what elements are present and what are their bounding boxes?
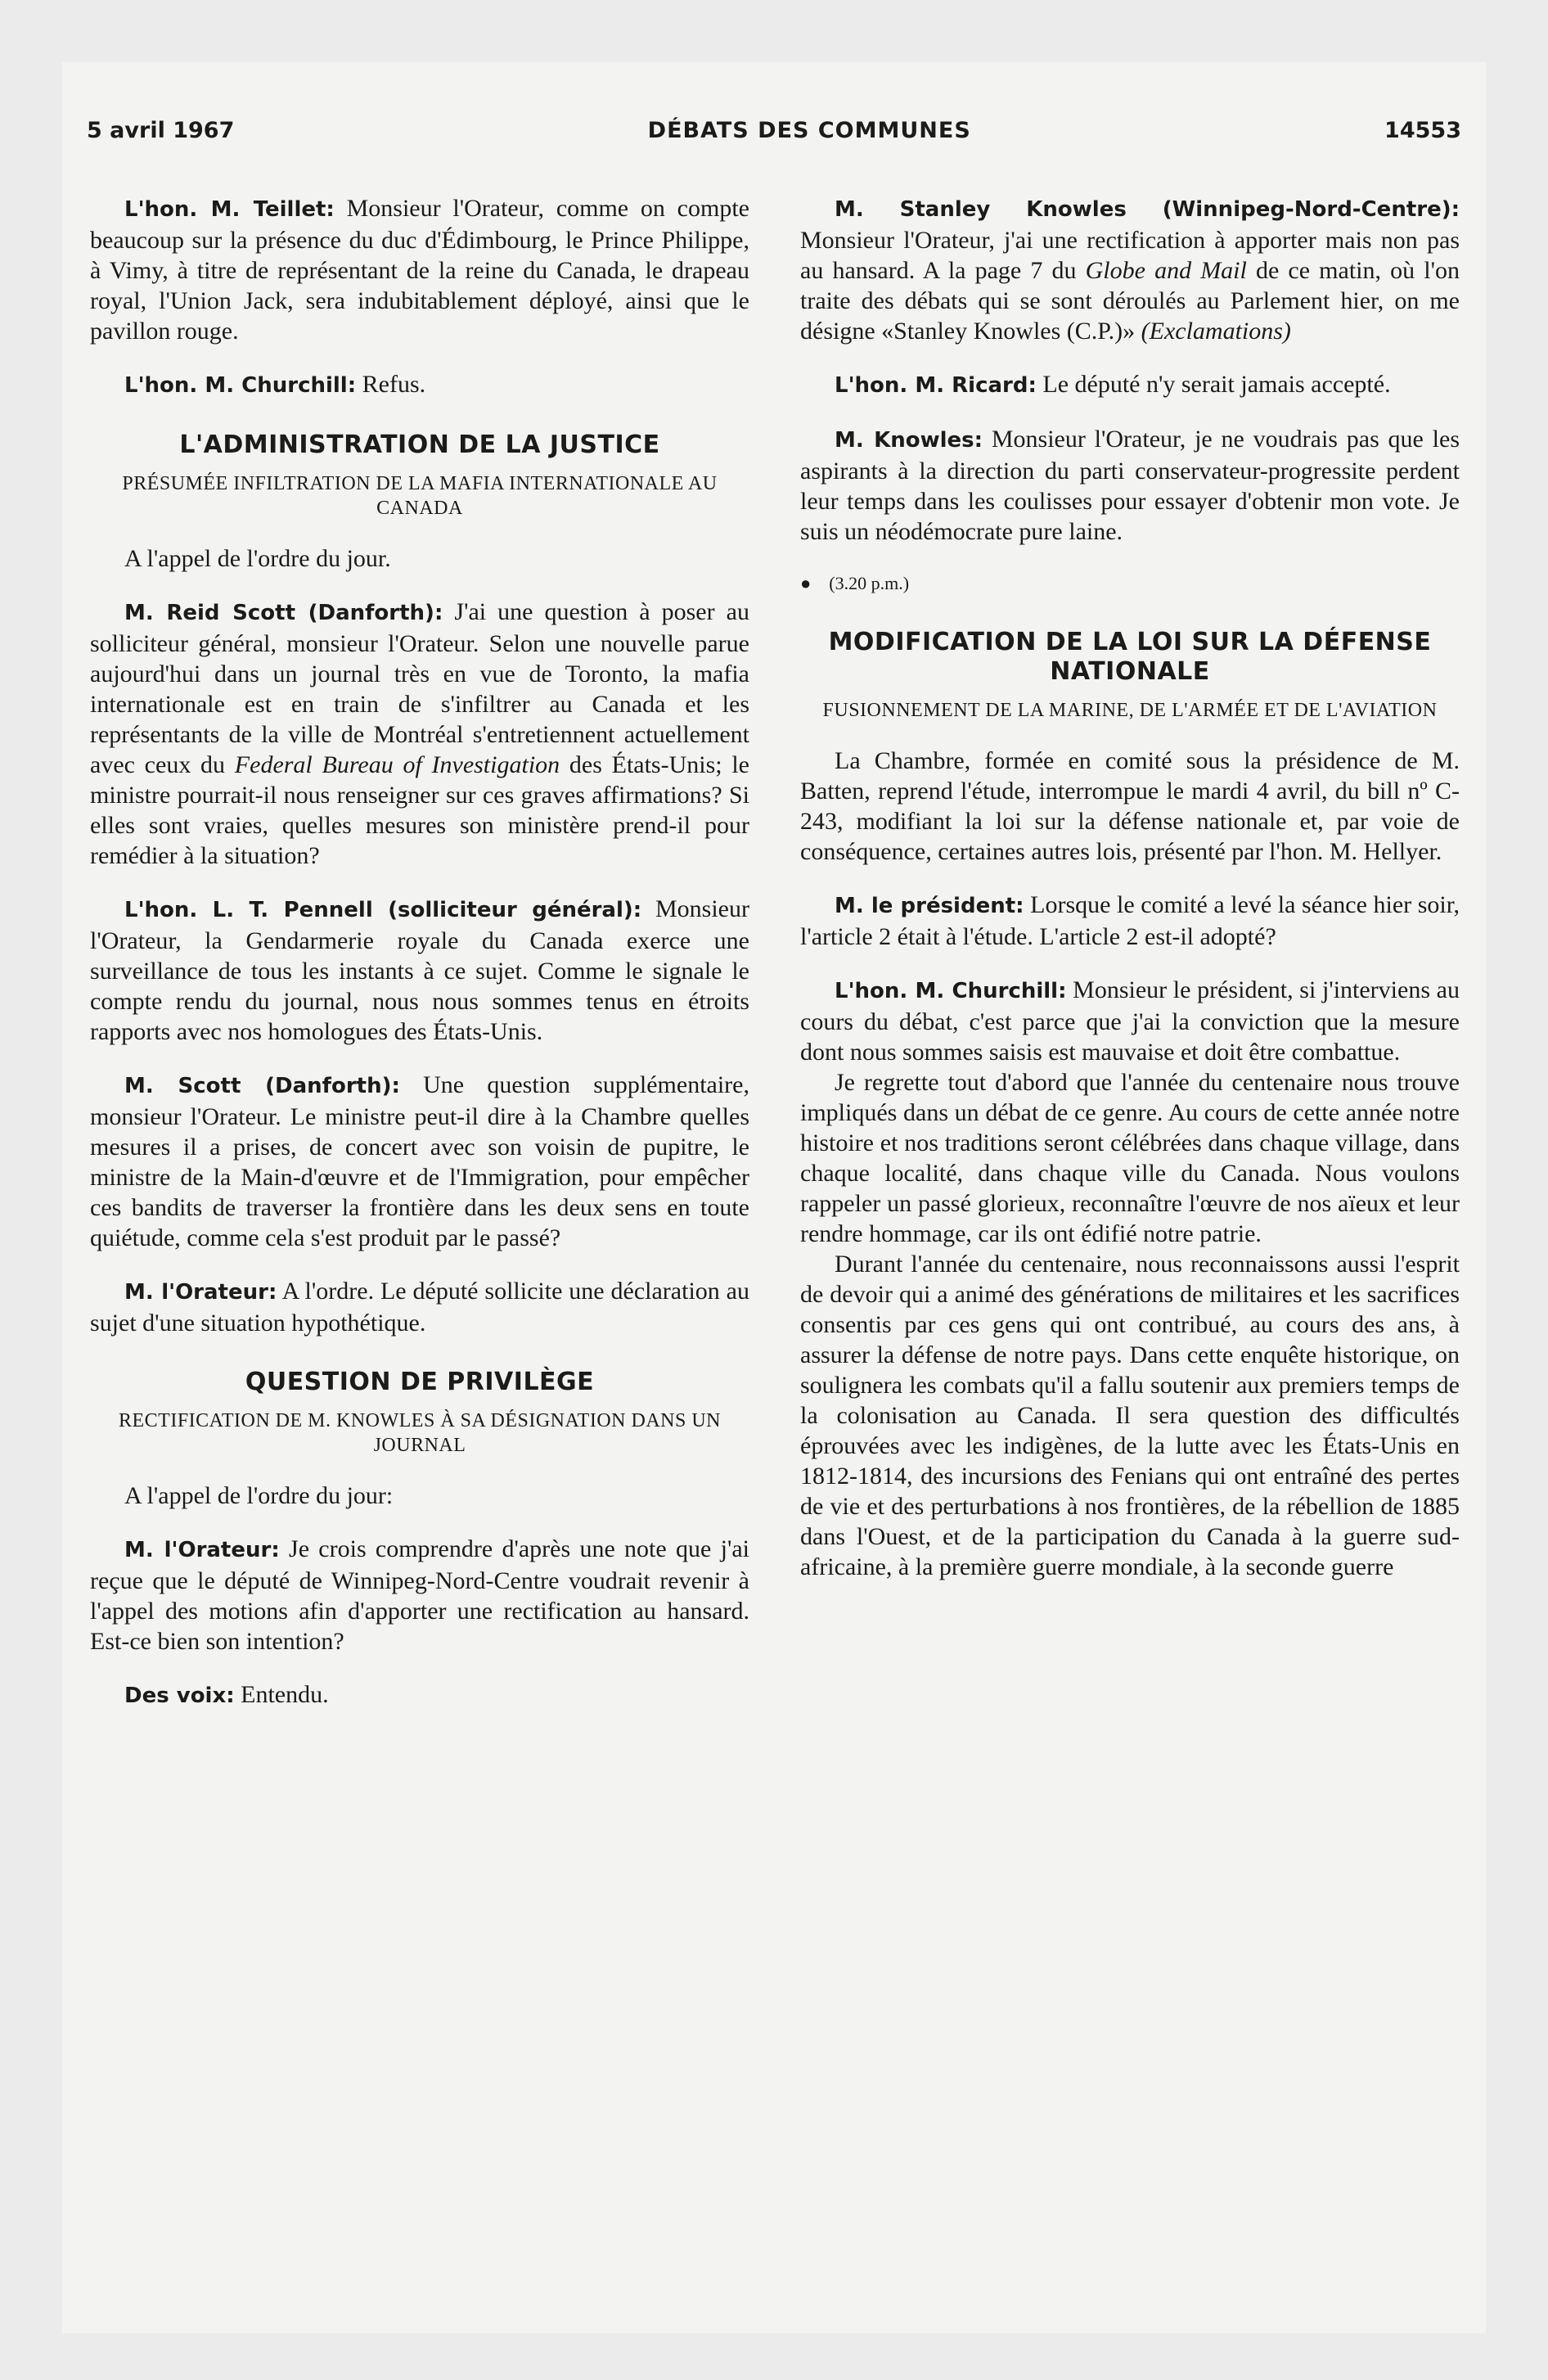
speaker-name: L'hon. M. Teillet: xyxy=(124,197,335,222)
paragraph: A l'appel de l'ordre du jour: xyxy=(124,1482,394,1509)
document-page xyxy=(62,62,1486,2333)
right-column xyxy=(800,193,1460,1582)
paragraph xyxy=(90,369,749,401)
speaker-name: L'hon. M. Churchill: xyxy=(835,979,1067,1003)
section-heading: QUESTION DE PRIVILÈGE xyxy=(245,1368,595,1396)
paragraph xyxy=(90,894,749,1047)
paragraph: A l'appel de l'ordre du jour. xyxy=(124,545,391,572)
speech-text: Monsieur l'Orateur, comme on compte beaucoup sur la présence du duc d'Édimbourg, le Prince Philippe, à Vimy, à titre de représentant de la reine du Canada, le drapeau royal, l'Union Jack, sera indubitablement déployé, ainsi que le pavillon rouge. xyxy=(90,195,749,345)
section-subheading: FUSIONNEMENT DE LA MARINE, DE L'ARMÉE ET DE L'AVIATION xyxy=(822,700,1438,721)
speech-text: de ce matin, où l'on traite des débats qui se sont déroulés au Parlement hier, on me désigne «Stanley Knowles (C.P.)» xyxy=(800,257,1460,345)
paragraph xyxy=(90,1534,749,1657)
speech-text: Je crois comprendre d'après une note que j'ai reçue que le député de Winnipeg-Nord-Centre voudrait revenir à l'appel des motions afin d'apporter une rectification au hansard. Est-ce bien son intention? xyxy=(90,1535,749,1655)
paragraph: Durant l'année du centenaire, nous reconnaissons aussi l'esprit de devoir qui a animé des générations de militaires et les sacrifices consentis par ces gens qui ont contribué, au cours des ans, à assurer la défense de notre pays. Dans cette enquête historique, on soulignera les combats qu'il a fallu soutenir aux premiers temps de la colonisation au Canada. Il sera question des difficultés éprouvées avec les indigènes, de la lutte avec les États-Unis en 1812-1814, des incursions des Fenians qui ont entraîné des pertes de vie et des perturbations à nos frontières, de la rébellion de 1885 dans l'Ouest, et de la participation du Canada à la guerre sud-africaine, à la première guerre mondiale, à la seconde guerre xyxy=(800,1251,1460,1580)
header-title: DÉBATS DES COMMUNES xyxy=(647,118,971,143)
time-stamp xyxy=(800,568,1460,598)
paragraph xyxy=(90,1679,749,1711)
speech-text: Monsieur le président, si j'interviens au cours du débat, c'est parce que j'ai la conviction que la mesure dont nous sommes saisis est mauvaise et doit être combattue. xyxy=(800,976,1460,1066)
section-heading: L'ADMINISTRATION DE LA JUSTICE xyxy=(179,430,660,459)
left-column xyxy=(90,193,749,1711)
paragraph xyxy=(90,193,749,346)
header-page-number: 14553 xyxy=(1384,118,1461,143)
speaker-name: M. Scott (Danforth): xyxy=(124,1074,400,1098)
speech-italic: (Exclamations) xyxy=(1141,318,1291,345)
speech-text: des États-Unis; le ministre pourrait-il nous renseigner sur ces graves affirmations? Si elles sont vraies, quelles mesures son ministère prend-il pour remédier à la situation? xyxy=(90,751,749,869)
paragraph xyxy=(800,975,1460,1067)
speaker-name: M. l'Orateur: xyxy=(124,1280,277,1305)
speaker-name: M. l'Orateur: xyxy=(124,1538,280,1562)
paragraph xyxy=(800,193,1460,346)
time-text: (3.20 p.m.) xyxy=(829,573,910,593)
paragraph: Je regrette tout d'abord que l'année du centenaire nous trouve impliqués dans un débat de ce genre. Au cours de cette année notre histoire et nos traditions seront célébrées dans chaque village, dans chaque localité, dans chaque ville du Canada. Nous voulons rappeler un passé glorieux, reconnaître l'œuvre de nos aïeux et leur rendre hommage, car ils ont édifié notre patrie. xyxy=(800,1069,1460,1247)
speech-text: Entendu. xyxy=(234,1681,329,1708)
speaker-name: L'hon. M. Churchill: xyxy=(124,373,357,398)
header-date: 5 avril 1967 xyxy=(87,118,235,143)
speaker-name: Des voix: xyxy=(124,1684,235,1708)
speech-text: Lorsque le comité a levé la séance hier soir, l'article 2 était à l'étude. L'article 2 est-il adopté? xyxy=(800,891,1460,950)
paragraph xyxy=(90,1070,749,1253)
speech-text: Monsieur l'Orateur, je ne voudrais pas que les aspirants à la direction du parti conservateur-progressite perdent leur temps dans les coulisses pour essayer d'obtenir mon vote. Je suis un néodémocrate pure laine. xyxy=(800,426,1460,545)
speech-text: J'ai une question à poser au solliciteur général, monsieur l'Orateur. Selon une nouvelle parue aujourd'hui dans un journal très en vue de Toronto, la mafia internationale est en train de s'infiltrer au Canada et les représentants de la ville de Montréal s'entretiennent actuellement avec ceux du xyxy=(90,598,749,778)
speaker-name: M. Knowles: xyxy=(835,428,983,453)
speaker-name: L'hon. L. T. Pennell (solliciteur général): xyxy=(124,898,642,922)
speech-text: Refus. xyxy=(356,371,426,398)
speech-text: Une question supplémentaire, monsieur l'Orateur. Le ministre peut-il dire à la Chambre quelles mesures il a prises, de concert avec son voisin de pupitre, le ministre de la Main-d'œuvre et de l'Immigration, pour empêcher ces bandits de traverser la frontière dans les deux sens en toute quiétude, comme cela s'est produit par le passé? xyxy=(90,1071,749,1251)
paragraph xyxy=(800,424,1460,547)
speech-text: A l'ordre. Le député sollicite une déclaration au sujet d'une situation hypothétique. xyxy=(90,1278,750,1336)
speech-italic: Federal Bureau of Investigation xyxy=(234,751,560,778)
paragraph xyxy=(800,369,1460,401)
paragraph xyxy=(90,1276,749,1338)
bullet-icon: ● xyxy=(800,573,812,593)
section-heading: MODIFICATION DE LA LOI SUR LA DÉFENSE NATIONALE xyxy=(828,628,1432,686)
page-header xyxy=(87,118,1461,143)
paragraph: La Chambre, formée en comité sous la présidence de M. Batten, reprend l'étude, interrompue le mardi 4 avril, du bill nº C-243, modifiant la loi sur la défense nationale et, par voie de conséquence, certaines autres lois, présenté par l'hon. M. Hellyer. xyxy=(800,747,1460,865)
speech-text: Monsieur l'Orateur, j'ai une rectification à apporter mais non pas au hansard. A la page 7 du xyxy=(800,227,1460,284)
speaker-name: M. le président: xyxy=(835,894,1024,918)
speaker-name: M. Stanley Knowles (Winnipeg-Nord-Centre): xyxy=(835,197,1460,222)
speaker-name: M. Reid Scott (Danforth): xyxy=(124,601,443,625)
speech-italic: Globe and Mail xyxy=(1085,257,1247,284)
speaker-name: L'hon. M. Ricard: xyxy=(835,373,1037,398)
speech-text: Le député n'y serait jamais accepté. xyxy=(1036,371,1391,398)
section-subheading: RECTIFICATION DE M. KNOWLES À SA DÉSIGNATION DANS UN JOURNAL xyxy=(119,1410,721,1456)
paragraph xyxy=(90,597,749,871)
section-subheading: PRÉSUMÉE INFILTRATION DE LA MAFIA INTERNATIONALE AU CANADA xyxy=(122,473,718,519)
paragraph xyxy=(800,890,1460,952)
speech-text: Monsieur l'Orateur, la Gendarmerie royale du Canada exerce une surveillance de tous les instants à ce sujet. Comme le signale le compte rendu du journal, nous nous sommes tenus en étroits rapports avec nos homologues des États-Unis. xyxy=(90,895,749,1045)
